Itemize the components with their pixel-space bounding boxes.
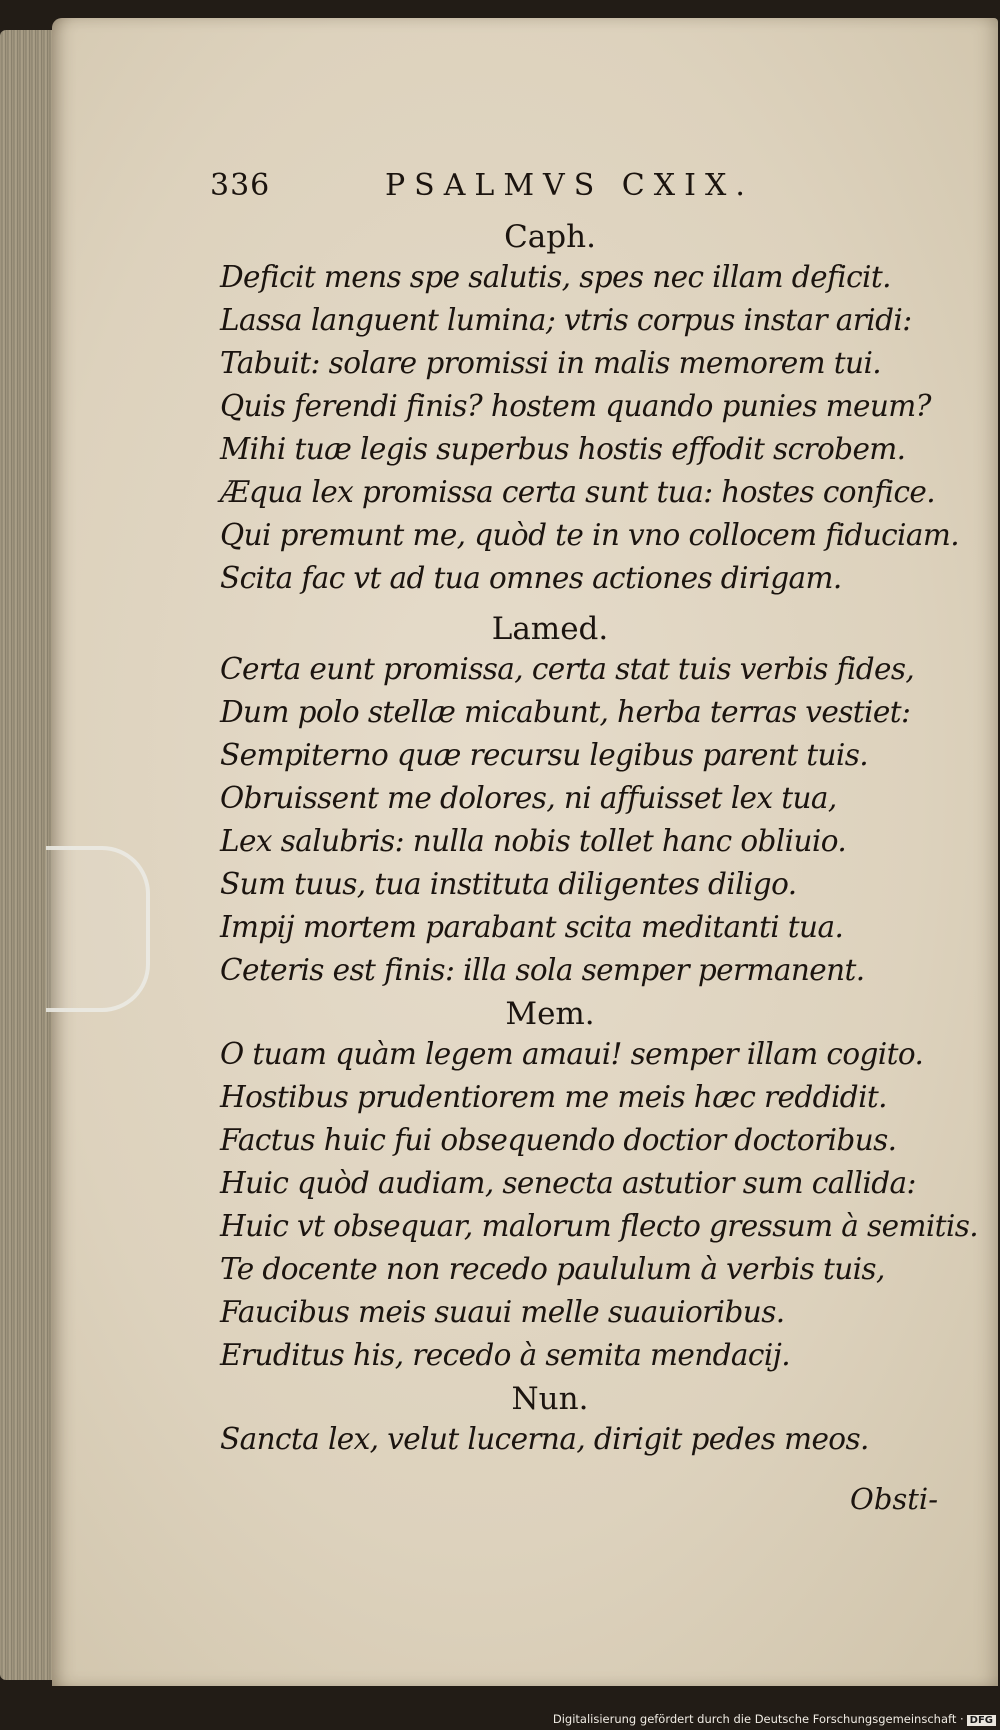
verse-line: Scita fac vt ad tua omnes actiones dirigam. [220,561,842,595]
verse-line: Hostibus prudentiorem me meis hæc reddidit. [220,1080,887,1114]
verse-line: Faucibus meis suaui melle suauioribus. [220,1295,785,1329]
verse-line: Sum tuus, tua instituta diligentes diligo. [220,867,797,901]
page-title: PSALMVS CXIX. [385,168,754,203]
section-heading: Caph. [504,219,596,255]
verse-line: Dum polo stellæ micabunt, herba terras vestiet: [220,695,911,729]
section-caph [220,218,960,600]
catchword: Obsti- [850,1482,938,1516]
verse-line: Sempiterno quæ recursu legibus parent tuis. [220,738,869,772]
section-heading: Mem. [505,996,595,1032]
section-nun [220,1380,940,1461]
verse-line: Æqua lex promissa certa sunt tua: hostes confice. [220,475,936,509]
section-heading: Nun. [511,1381,589,1417]
verse-line: O tuam quàm legem amaui! semper illam cogito. [220,1037,924,1071]
verse-line: Te docente non recedo paululum à verbis tuis, [220,1252,885,1286]
digitization-credit [553,1712,996,1726]
section-mem [220,995,979,1377]
section-heading: Lamed. [491,611,609,647]
running-head [210,168,770,208]
verse-line: Impij mortem parabant scita meditanti tua. [220,910,844,944]
verse-line: Huic quòd audiam, senecta astutior sum callida: [220,1166,916,1200]
credit-text: Digitalisierung gefördert durch die Deutsche Forschungsgemeinschaft · [552,1712,964,1726]
verse-line: Qui premunt me, quòd te in vno collocem fiduciam. [220,518,960,552]
verse-line: Lassa languent lumina; vtris corpus instar aridi: [220,303,912,337]
verse-line: Huic vt obsequar, malorum flecto gressum à semitis. [220,1209,979,1243]
page-number: 336 [210,168,271,203]
verse-line: Mihi tuæ legis superbus hostis effodit scrobem. [220,432,906,466]
dfg-logo: DFG [967,1715,996,1726]
verse-line: Eruditus his, recedo à semita mendacij. [220,1338,790,1372]
verse-line: Quis ferendi finis? hostem quando punies meum? [220,389,931,423]
verse-line: Lex salubris: nulla nobis tollet hanc obliuio. [220,824,847,858]
verse-line: Factus huic fui obsequendo doctior doctoribus. [220,1123,897,1157]
verse-line: Obruissent me dolores, ni affuisset lex tua, [220,781,837,815]
section-lamed [220,610,940,992]
verse-line: Tabuit: solare promissi in malis memorem tui. [220,346,882,380]
verse-line: Ceteris est finis: illa sola semper permanent. [220,953,865,987]
verse-line: Certa eunt promissa, certa stat tuis verbis fides, [220,652,915,686]
verse-line: Deficit mens spe salutis, spes nec illam deficit. [220,260,891,294]
page-clip [46,846,150,1012]
verse-line: Sancta lex, velut lucerna, dirigit pedes meos. [220,1422,869,1456]
